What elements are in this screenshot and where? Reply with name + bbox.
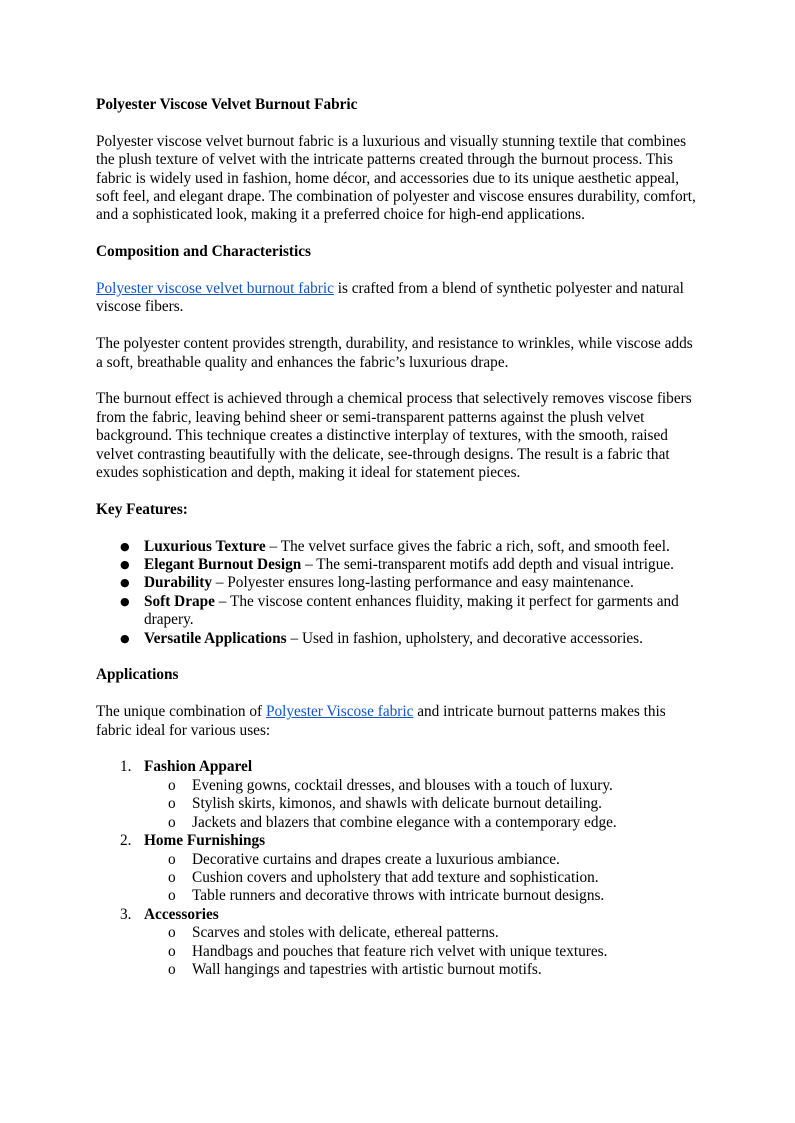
key-features-list <box>96 538 700 648</box>
category-item-text: Stylish skirts, kimonos, and shawls with delicate burnout detailing. <box>192 795 603 813</box>
category-number: 2. <box>120 832 132 850</box>
category-items <box>144 851 700 906</box>
document-page <box>96 96 700 979</box>
composition-heading: Composition and Characteristics <box>96 243 312 261</box>
category-number: 1. <box>120 758 132 776</box>
category-item-text: Table runners and decorative throws with intricate burnout designs. <box>192 887 605 905</box>
category-title: Fashion Apparel <box>144 758 253 776</box>
application-category <box>96 832 700 906</box>
bullet-icon: ● <box>120 576 130 590</box>
composition-paragraph-1-text: is crafted from a blend of synthetic polyester and natural viscose fibers. <box>96 280 684 316</box>
composition-paragraph-2: The polyester content provides strength, durability, and resistance to wrinkles, while viscose adds a soft, breathable quality and enhances the fabric’s luxurious drape. <box>96 335 693 371</box>
sub-bullet-icon: o <box>168 942 176 960</box>
document-title: Polyester Viscose Velvet Burnout Fabric <box>96 96 358 113</box>
key-feature-term: Durability <box>144 574 212 592</box>
polyester-viscose-fabric-link[interactable]: Polyester Viscose fabric <box>265 703 414 721</box>
key-feature-desc: – Polyester ensures long-lasting performance and easy maintenance. <box>212 574 634 592</box>
key-feature-item <box>96 574 700 592</box>
applications-intro <box>96 703 700 740</box>
composition-paragraph-1 <box>96 280 700 317</box>
sub-bullet-icon: o <box>168 868 176 886</box>
sub-bullet-icon: o <box>168 850 176 868</box>
key-feature-term: Versatile Applications <box>144 629 287 647</box>
intro-paragraph: Polyester viscose velvet burnout fabric is a luxurious and visually stunning textile that combines the plush texture of velvet with the intricate patterns created through the burnout process. This fabric is widely used in fashion, home décor, and accessories due to its unique aesthetic appeal, soft feel, and elegant drape. The combination of polyester and viscose ensures durability, comfort, and a sophisticated look, making it a preferred choice for high-end applications. <box>96 132 696 224</box>
application-category <box>96 758 700 832</box>
category-item <box>144 851 700 869</box>
category-item-text: Scarves and stoles with delicate, ethereal patterns. <box>192 924 499 942</box>
category-item-text: Decorative curtains and drapes create a luxurious ambiance. <box>192 850 560 868</box>
sub-bullet-icon: o <box>168 813 176 831</box>
category-title: Accessories <box>144 905 219 923</box>
category-item-text: Handbags and pouches that feature rich velvet with unique textures. <box>192 942 608 960</box>
sub-bullet-icon: o <box>168 776 176 794</box>
sub-bullet-icon: o <box>168 924 176 942</box>
applications-intro-before: The unique combination of <box>96 703 266 721</box>
key-feature-term: Soft Drape <box>144 592 215 610</box>
category-item <box>144 887 700 905</box>
applications-heading: Applications <box>96 666 179 684</box>
composition-paragraph-3: The burnout effect is achieved through a chemical process that selectively removes viscose fibers from the fabric, leaving behind sheer or semi-transparent patterns against the plush velvet background. This technique creates a distinctive interplay of textures, with the smooth, raised velvet contrasting beautifully with the delicate, see-through designs. The result is a fabric that exudes sophistication and depth, making it ideal for statement pieces. <box>96 390 692 482</box>
applications-list <box>96 758 700 979</box>
bullet-icon: ● <box>120 558 130 572</box>
category-number: 3. <box>120 905 132 923</box>
category-item <box>144 814 700 832</box>
key-feature-item <box>96 630 700 648</box>
key-feature-desc: – Used in fashion, upholstery, and decorative accessories. <box>286 629 643 647</box>
key-feature-term: Luxurious Texture <box>144 537 266 555</box>
category-item-text: Evening gowns, cocktail dresses, and blouses with a touch of luxury. <box>192 776 613 794</box>
bullet-icon: ● <box>120 594 130 608</box>
category-item <box>144 869 700 887</box>
sub-bullet-icon: o <box>168 887 176 905</box>
category-items <box>144 924 700 979</box>
key-features-heading: Key Features: <box>96 500 188 518</box>
key-feature-term: Elegant Burnout Design <box>144 556 302 574</box>
applications-intro-after: and intricate burnout patterns makes this fabric ideal for various uses: <box>96 703 666 739</box>
category-item <box>144 961 700 979</box>
category-item-text: Wall hangings and tapestries with artistic burnout motifs. <box>192 960 542 978</box>
sub-bullet-icon: o <box>168 960 176 978</box>
key-feature-desc: – The velvet surface gives the fabric a rich, soft, and smooth feel. <box>265 537 670 555</box>
polyester-viscose-velvet-burnout-fabric-link[interactable]: Polyester viscose velvet burnout fabric <box>96 280 334 298</box>
category-item <box>144 795 700 813</box>
key-feature-desc: – The viscose content enhances fluidity, making it perfect for garments and drapery. <box>144 592 679 629</box>
key-feature-item <box>96 538 700 556</box>
application-category <box>96 906 700 980</box>
bullet-icon: ● <box>120 539 130 553</box>
category-title: Home Furnishings <box>144 832 266 850</box>
category-item-text: Cushion covers and upholstery that add texture and sophistication. <box>192 868 599 886</box>
category-item <box>144 777 700 795</box>
key-feature-desc: – The semi-transparent motifs add depth and visual intrigue. <box>301 556 674 574</box>
sub-bullet-icon: o <box>168 795 176 813</box>
category-item <box>144 924 700 942</box>
category-items <box>144 777 700 832</box>
category-item-text: Jackets and blazers that combine elegance with a contemporary edge. <box>192 813 617 831</box>
key-feature-item <box>96 556 700 574</box>
key-feature-item <box>96 593 700 630</box>
category-item <box>144 943 700 961</box>
bullet-icon: ● <box>120 631 130 645</box>
